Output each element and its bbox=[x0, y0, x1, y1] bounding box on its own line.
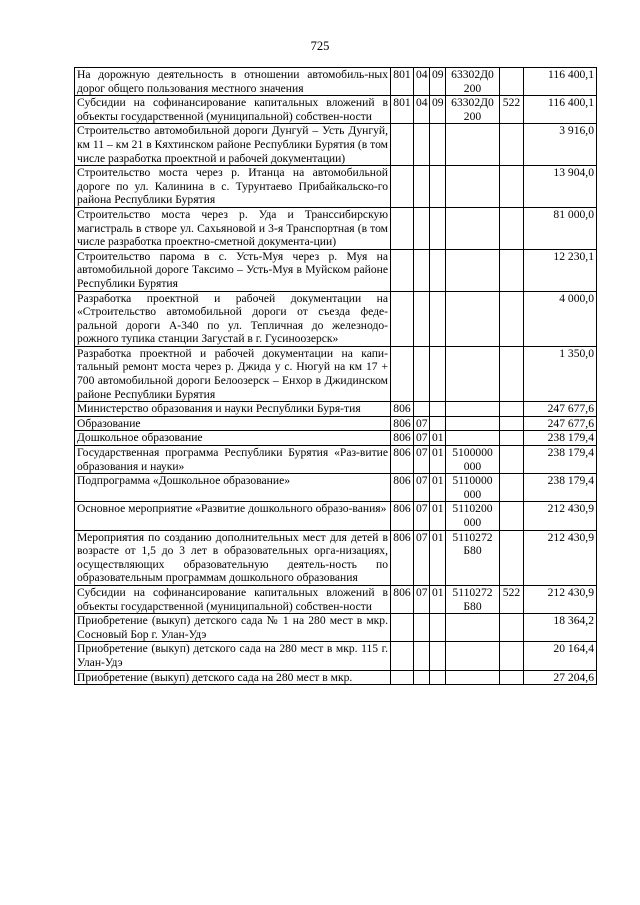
target-article-code-cell bbox=[446, 291, 500, 346]
ministry-code-cell bbox=[391, 249, 414, 291]
ministry-code-cell: 806 bbox=[391, 402, 414, 417]
ministry-code-cell: 806 bbox=[391, 530, 414, 585]
table-row bbox=[75, 96, 597, 124]
row-name-cell: Приобретение (выкуп) детского сада на 280 мест в мкр. 115 г. Улан-Удэ bbox=[75, 642, 391, 670]
subsection-code-cell bbox=[430, 249, 446, 291]
section-code-cell bbox=[414, 614, 430, 642]
section-code-cell bbox=[414, 346, 430, 401]
target-article-code-cell: 63302Д0 200 bbox=[446, 68, 500, 96]
ministry-code-cell: 801 bbox=[391, 96, 414, 124]
table-row bbox=[75, 207, 597, 249]
target-article-code-cell: 5110200 000 bbox=[446, 502, 500, 530]
ministry-code-cell bbox=[391, 614, 414, 642]
expense-type-code-cell bbox=[500, 68, 524, 96]
ministry-code-cell bbox=[391, 346, 414, 401]
target-article-code-cell bbox=[446, 249, 500, 291]
amount-cell: 212 430,9 bbox=[524, 585, 597, 613]
amount-cell: 12 230,1 bbox=[524, 249, 597, 291]
section-code-cell: 07 bbox=[414, 416, 430, 431]
target-article-code-cell bbox=[446, 166, 500, 208]
subsection-code-cell: 09 bbox=[430, 96, 446, 124]
section-code-cell: 07 bbox=[414, 530, 430, 585]
section-code-cell bbox=[414, 291, 430, 346]
amount-cell: 27 204,6 bbox=[524, 670, 597, 685]
section-code-cell bbox=[414, 124, 430, 166]
subsection-code-cell bbox=[430, 291, 446, 346]
expense-type-code-cell bbox=[500, 166, 524, 208]
amount-cell: 238 179,4 bbox=[524, 431, 597, 446]
ministry-code-cell bbox=[391, 124, 414, 166]
section-code-cell: 07 bbox=[414, 474, 430, 502]
expense-type-code-cell bbox=[500, 670, 524, 685]
subsection-code-cell: 01 bbox=[430, 502, 446, 530]
table-row bbox=[75, 502, 597, 530]
subsection-code-cell bbox=[430, 124, 446, 166]
target-article-code-cell bbox=[446, 124, 500, 166]
subsection-code-cell: 09 bbox=[430, 68, 446, 96]
section-code-cell bbox=[414, 166, 430, 208]
section-code-cell bbox=[414, 207, 430, 249]
table-row bbox=[75, 416, 597, 431]
target-article-code-cell: 63302Д0 200 bbox=[446, 96, 500, 124]
expense-type-code-cell bbox=[500, 530, 524, 585]
row-name-cell: Дошкольное образование bbox=[75, 431, 391, 446]
target-article-code-cell bbox=[446, 207, 500, 249]
amount-cell: 18 364,2 bbox=[524, 614, 597, 642]
expense-type-code-cell bbox=[500, 416, 524, 431]
target-article-code-cell: 5110272 Б80 bbox=[446, 585, 500, 613]
section-code-cell bbox=[414, 670, 430, 685]
amount-cell: 212 430,9 bbox=[524, 502, 597, 530]
ministry-code-cell: 806 bbox=[391, 431, 414, 446]
section-code-cell: 04 bbox=[414, 96, 430, 124]
row-name-cell: Строительство автомобильной дороги Дунгуй – Усть Дунгуй, км 11 – км 21 в Кяхтинском районе Республики Бурятия (в том числе разработка проектной и рабочей документации) bbox=[75, 124, 391, 166]
section-code-cell: 07 bbox=[414, 431, 430, 446]
page-number: 725 bbox=[310, 39, 330, 53]
amount-cell: 212 430,9 bbox=[524, 530, 597, 585]
target-article-code-cell bbox=[446, 431, 500, 446]
target-article-code-cell: 5100000 000 bbox=[446, 446, 500, 474]
subsection-code-cell bbox=[430, 207, 446, 249]
table-row bbox=[75, 585, 597, 613]
table-row bbox=[75, 291, 597, 346]
subsection-code-cell bbox=[430, 614, 446, 642]
expense-type-code-cell bbox=[500, 642, 524, 670]
table-row bbox=[75, 614, 597, 642]
table-row bbox=[75, 249, 597, 291]
row-name-cell: Министерство образования и науки Республики Буря-тия bbox=[75, 402, 391, 417]
subsection-code-cell bbox=[430, 166, 446, 208]
amount-cell: 20 164,4 bbox=[524, 642, 597, 670]
amount-cell: 247 677,6 bbox=[524, 416, 597, 431]
amount-cell: 13 904,0 bbox=[524, 166, 597, 208]
expense-type-code-cell bbox=[500, 291, 524, 346]
subsection-code-cell: 01 bbox=[430, 585, 446, 613]
section-code-cell: 07 bbox=[414, 446, 430, 474]
budget-table-body bbox=[75, 68, 597, 685]
expense-type-code-cell bbox=[500, 446, 524, 474]
row-name-cell: Субсидии на софинансирование капитальных вложений в объекты государственной (муниципальной) собствен-ности bbox=[75, 96, 391, 124]
row-name-cell: Строительство моста через р. Уда и Транссибирскую магистраль в створе ул. Сахьяновой и 3-я Транспортная (в том числе разработка проектно-сметной документа-ции) bbox=[75, 207, 391, 249]
subsection-code-cell bbox=[430, 346, 446, 401]
ministry-code-cell bbox=[391, 670, 414, 685]
target-article-code-cell bbox=[446, 614, 500, 642]
expense-type-code-cell bbox=[500, 502, 524, 530]
row-name-cell: Образование bbox=[75, 416, 391, 431]
ministry-code-cell bbox=[391, 166, 414, 208]
subsection-code-cell bbox=[430, 642, 446, 670]
amount-cell: 116 400,1 bbox=[524, 68, 597, 96]
table-row bbox=[75, 124, 597, 166]
ministry-code-cell: 806 bbox=[391, 502, 414, 530]
subsection-code-cell bbox=[430, 416, 446, 431]
ministry-code-cell: 806 bbox=[391, 474, 414, 502]
table-row bbox=[75, 642, 597, 670]
row-name-cell: Разработка проектной и рабочей документации на капи-тальный ремонт моста через р. Джида у с. Нюгуй на км 17 + 700 автомобильной дороги Белоозерск – Енхор в Джидинском районе Республики Бурятия bbox=[75, 346, 391, 401]
row-name-cell: На дорожную деятельность в отношении автомобиль-ных дорог общего пользования местного значения bbox=[75, 68, 391, 96]
expense-type-code-cell bbox=[500, 124, 524, 166]
row-name-cell: Субсидии на софинансирование капитальных вложений в объекты государственной (муниципальной) собствен-ности bbox=[75, 585, 391, 613]
subsection-code-cell bbox=[430, 402, 446, 417]
target-article-code-cell: 5110000 000 bbox=[446, 474, 500, 502]
amount-cell: 238 179,4 bbox=[524, 446, 597, 474]
row-name-cell: Строительство моста через р. Итанца на автомобильной дороге по ул. Калинина в с. Турунтаево Прибайкальско-го района Республики Бурятия bbox=[75, 166, 391, 208]
amount-cell: 3 916,0 bbox=[524, 124, 597, 166]
section-code-cell: 07 bbox=[414, 585, 430, 613]
subsection-code-cell bbox=[430, 670, 446, 685]
expense-type-code-cell: 522 bbox=[500, 96, 524, 124]
budget-table bbox=[74, 67, 597, 685]
expense-type-code-cell bbox=[500, 474, 524, 502]
row-name-cell: Разработка проектной и рабочей документации на «Строительство автомобильной дороги от съезда феде-ральной дороги А-340 по ул. Тепличная до железнодо-рожного тупика станции Загустай в г. Гусиноозерск» bbox=[75, 291, 391, 346]
target-article-code-cell bbox=[446, 670, 500, 685]
target-article-code-cell bbox=[446, 642, 500, 670]
subsection-code-cell: 01 bbox=[430, 474, 446, 502]
subsection-code-cell: 01 bbox=[430, 530, 446, 585]
ministry-code-cell: 801 bbox=[391, 68, 414, 96]
table-row bbox=[75, 166, 597, 208]
target-article-code-cell bbox=[446, 402, 500, 417]
subsection-code-cell: 01 bbox=[430, 431, 446, 446]
section-code-cell: 07 bbox=[414, 502, 430, 530]
amount-cell: 1 350,0 bbox=[524, 346, 597, 401]
ministry-code-cell bbox=[391, 642, 414, 670]
amount-cell: 116 400,1 bbox=[524, 96, 597, 124]
table-row bbox=[75, 402, 597, 417]
table-row bbox=[75, 431, 597, 446]
section-code-cell: 04 bbox=[414, 68, 430, 96]
table-row bbox=[75, 346, 597, 401]
row-name-cell: Приобретение (выкуп) детского сада на 280 мест в мкр. bbox=[75, 670, 391, 685]
amount-cell: 4 000,0 bbox=[524, 291, 597, 346]
row-name-cell: Строительство парома в с. Усть-Муя через р. Муя на автомобильной дороге Таксимо – Усть-Муя в Муйском районе Республики Бурятия bbox=[75, 249, 391, 291]
ministry-code-cell: 806 bbox=[391, 446, 414, 474]
expense-type-code-cell bbox=[500, 402, 524, 417]
section-code-cell bbox=[414, 642, 430, 670]
section-code-cell bbox=[414, 249, 430, 291]
row-name-cell: Государственная программа Республики Бурятия «Раз-витие образования и науки» bbox=[75, 446, 391, 474]
expense-type-code-cell bbox=[500, 207, 524, 249]
target-article-code-cell bbox=[446, 416, 500, 431]
ministry-code-cell bbox=[391, 207, 414, 249]
table-row bbox=[75, 474, 597, 502]
expense-type-code-cell bbox=[500, 346, 524, 401]
amount-cell: 238 179,4 bbox=[524, 474, 597, 502]
table-row bbox=[75, 530, 597, 585]
expense-type-code-cell: 522 bbox=[500, 585, 524, 613]
expense-type-code-cell bbox=[500, 614, 524, 642]
table-row bbox=[75, 68, 597, 96]
row-name-cell: Приобретение (выкуп) детского сада № 1 на 280 мест в мкр. Сосновый Бор г. Улан-Удэ bbox=[75, 614, 391, 642]
table-row bbox=[75, 670, 597, 685]
ministry-code-cell bbox=[391, 291, 414, 346]
table-row bbox=[75, 446, 597, 474]
section-code-cell bbox=[414, 402, 430, 417]
ministry-code-cell: 806 bbox=[391, 585, 414, 613]
amount-cell: 81 000,0 bbox=[524, 207, 597, 249]
target-article-code-cell bbox=[446, 346, 500, 401]
amount-cell: 247 677,6 bbox=[524, 402, 597, 417]
expense-type-code-cell bbox=[500, 431, 524, 446]
subsection-code-cell: 01 bbox=[430, 446, 446, 474]
target-article-code-cell: 5110272 Б80 bbox=[446, 530, 500, 585]
row-name-cell: Подпрограмма «Дошкольное образование» bbox=[75, 474, 391, 502]
row-name-cell: Мероприятия по созданию дополнительных мест для детей в возрасте от 1,5 до 3 лет в образовательных орга-низациях, осуществляющих образовательную деятель-ность по образовательным программам дошкольного образования bbox=[75, 530, 391, 585]
expense-type-code-cell bbox=[500, 249, 524, 291]
ministry-code-cell: 806 bbox=[391, 416, 414, 431]
row-name-cell: Основное мероприятие «Развитие дошкольного образо-вания» bbox=[75, 502, 391, 530]
